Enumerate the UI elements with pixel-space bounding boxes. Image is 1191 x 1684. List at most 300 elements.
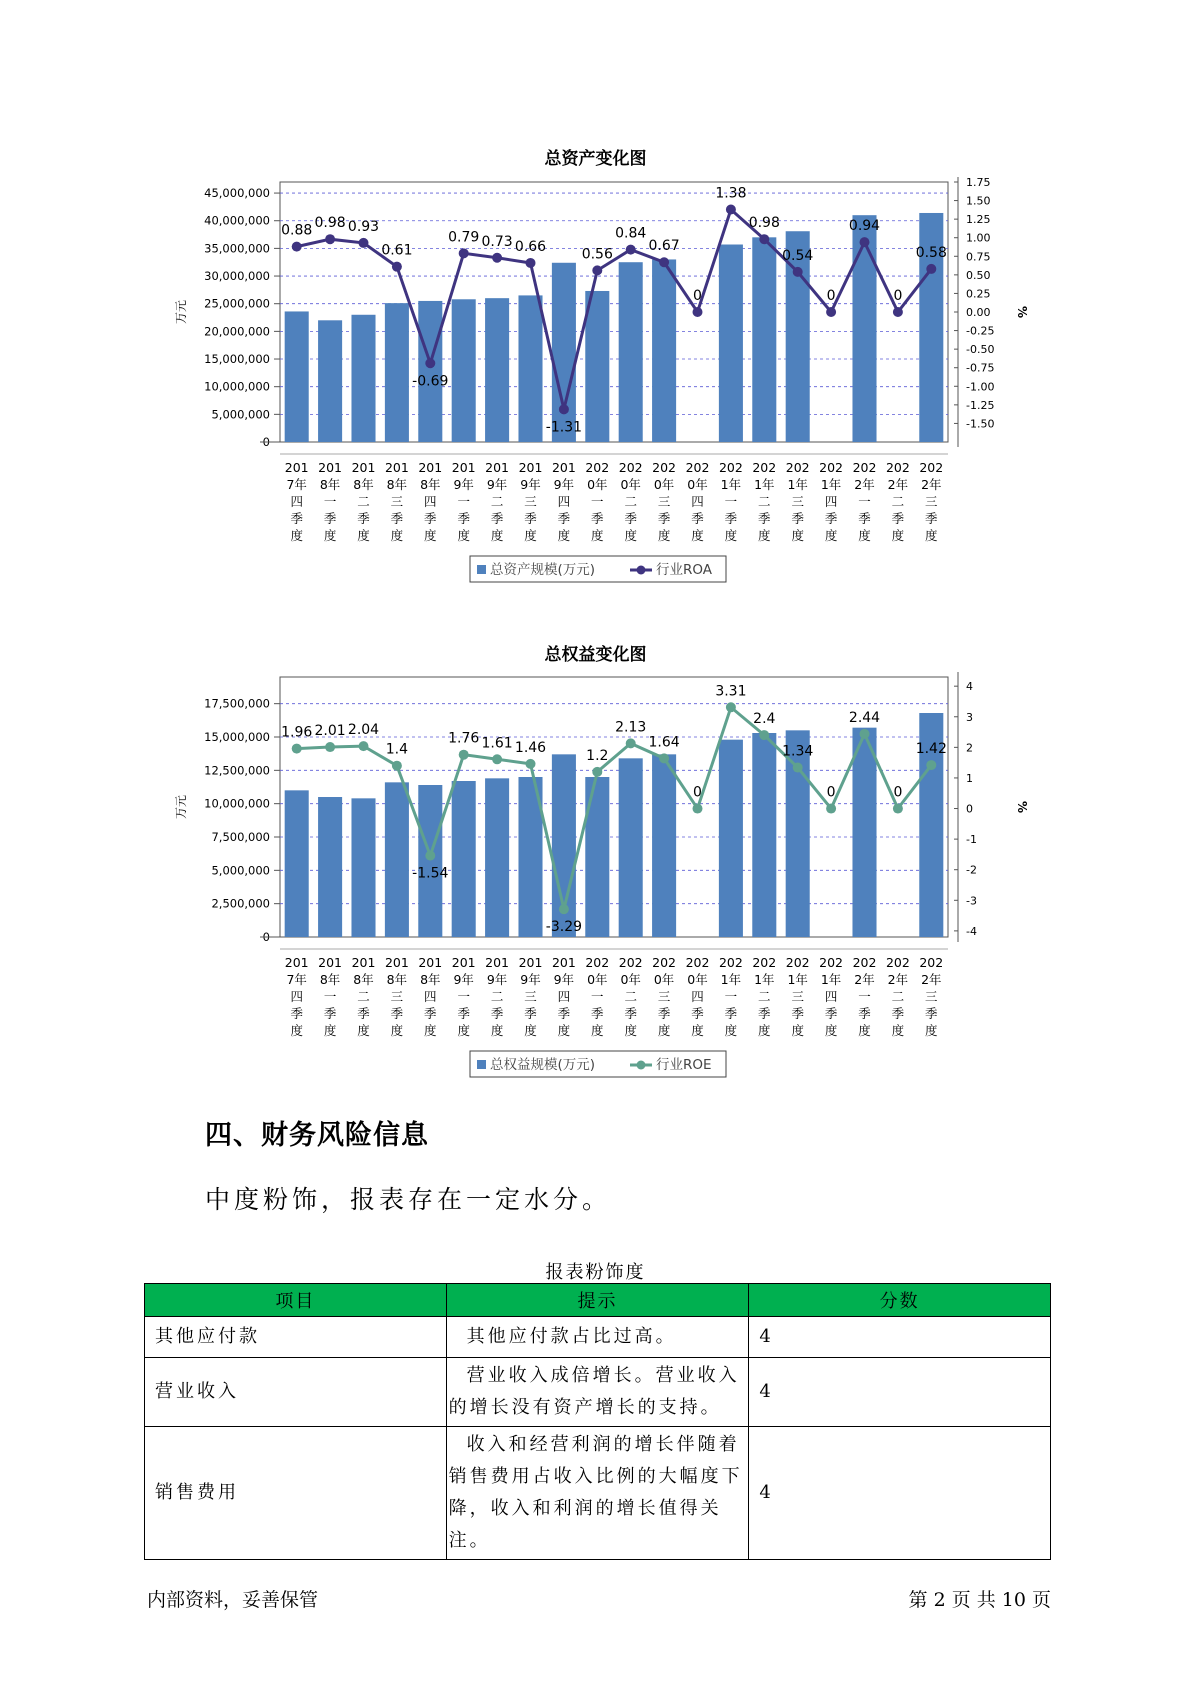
page-number: 第 2 页 共 10 页: [908, 1589, 1051, 1611]
x-tick-label: 9年: [486, 972, 508, 987]
x-tick-label: 201: [485, 955, 510, 970]
x-tick-label: 201: [518, 460, 543, 475]
x-tick-label: 季: [691, 511, 704, 526]
total-equity-chart: [0, 665, 1191, 1085]
data-label: 0: [826, 784, 836, 801]
x-tick-label: 202: [885, 460, 910, 475]
x-tick-label: 二: [891, 989, 905, 1004]
x-tick-label: 三: [390, 494, 404, 509]
ratio-point: [893, 307, 903, 317]
x-tick-label: 度: [290, 1023, 303, 1038]
x-tick-label: 度: [858, 528, 871, 543]
x-tick-label: 1年: [754, 972, 775, 987]
x-tick-label: 度: [891, 528, 905, 543]
y-tick-label: 35,000,000: [204, 241, 270, 256]
ratio-point: [759, 730, 769, 740]
x-tick-label: 季: [390, 1006, 404, 1021]
chart-title-total-assets: 总资产变化图: [544, 149, 647, 169]
y-tick-label: 12,500,000: [204, 763, 270, 778]
x-tick-label: 202: [618, 460, 643, 475]
bar: [719, 740, 743, 937]
x-tick-label: 季: [758, 511, 771, 526]
x-tick-label: 季: [925, 511, 938, 526]
data-label: 1.96: [281, 724, 313, 741]
x-tick-label: 一: [724, 494, 738, 509]
x-tick-label: 三: [925, 494, 938, 509]
x-tick-label: 201: [284, 955, 309, 970]
x-tick-label: 度: [357, 1023, 370, 1038]
x-tick-label: 一: [858, 494, 871, 509]
data-label: 0.54: [782, 247, 814, 264]
x-tick-label: 季: [357, 511, 370, 526]
bar: [752, 237, 776, 442]
x-tick-label: 201: [518, 955, 543, 970]
x-tick-label: 季: [557, 511, 571, 526]
x-tick-label: 二: [357, 989, 370, 1004]
y-tick-label: 5,000,000: [211, 863, 270, 878]
x-tick-label: 季: [490, 1006, 504, 1021]
bar: [285, 311, 309, 442]
x-tick-label: 季: [891, 511, 905, 526]
x-tick-label: 2年: [854, 972, 875, 987]
y-tick-label: 10,000,000: [204, 379, 270, 394]
y-tick-label: 25,000,000: [204, 296, 270, 311]
plot-area: [280, 182, 948, 442]
y2-tick-label: -4: [966, 924, 977, 938]
legend-bar-label: 总资产规模(万元): [490, 562, 596, 578]
bar: [852, 215, 876, 442]
ratio-point: [626, 245, 636, 255]
x-tick-label: 8年: [353, 972, 374, 987]
x-tick-label: 度: [457, 1023, 470, 1038]
table-row: [145, 1427, 1051, 1560]
x-tick-label: 201: [318, 460, 343, 475]
x-tick-label: 季: [591, 511, 604, 526]
x-tick-label: 度: [791, 528, 804, 543]
ratio-point: [292, 242, 302, 252]
x-tick-label: 季: [724, 1006, 738, 1021]
x-tick-label: 度: [357, 528, 370, 543]
x-tick-label: 度: [691, 528, 704, 543]
data-label: 0.58: [915, 244, 947, 261]
data-label: 2.4: [753, 711, 776, 728]
y-axis-label: 万元: [174, 794, 188, 820]
x-tick-label: 一: [591, 494, 604, 509]
x-tick-label: 季: [490, 511, 504, 526]
footer-note: 内部资料，妥善保管: [147, 1589, 319, 1611]
bar: [652, 754, 676, 937]
data-label: 0.84: [615, 225, 647, 242]
data-label: 2.04: [347, 722, 380, 739]
ratio-point: [759, 234, 769, 244]
y2-tick-label: -1.50: [966, 417, 995, 431]
ratio-point: [592, 767, 602, 777]
ratio-point: [826, 804, 836, 814]
x-tick-label: 201: [384, 955, 409, 970]
x-tick-label: 季: [758, 1006, 771, 1021]
x-tick-label: 度: [424, 528, 437, 543]
x-tick-label: 2年: [921, 972, 942, 987]
x-tick-label: 度: [624, 1023, 637, 1038]
x-tick-label: 1年: [720, 477, 742, 492]
legend-bar-label: 总权益规模(万元): [490, 1057, 596, 1073]
x-tick-label: 二: [490, 494, 504, 509]
row-item: 销售费用: [145, 1427, 447, 1560]
x-tick-label: 季: [858, 511, 871, 526]
bar: [318, 320, 342, 442]
x-tick-label: 一: [858, 989, 871, 1004]
row-item: 其他应付款: [145, 1317, 447, 1358]
bar: [485, 298, 509, 442]
legend-line-marker: [637, 566, 646, 575]
x-tick-label: 一: [323, 989, 337, 1004]
bar: [619, 758, 643, 937]
x-tick-label: 度: [824, 528, 838, 543]
x-tick-label: 7年: [286, 972, 307, 987]
x-tick-label: 202: [685, 460, 710, 475]
y-tick-label: 2,500,000: [211, 896, 270, 911]
x-tick-label: 度: [657, 1023, 671, 1038]
x-tick-label: 202: [752, 460, 777, 475]
x-tick-label: 2年: [854, 477, 875, 492]
x-tick-label: 季: [925, 1006, 938, 1021]
x-tick-label: 度: [557, 1023, 571, 1038]
x-tick-label: 度: [591, 528, 604, 543]
x-tick-label: 度: [758, 1023, 771, 1038]
x-tick-label: 度: [724, 528, 738, 543]
bar: [418, 301, 442, 442]
ratio-point: [392, 262, 402, 272]
legend-line-marker: [637, 1061, 646, 1070]
ratio-point: [926, 264, 936, 274]
x-tick-label: 度: [657, 528, 671, 543]
x-tick-label: 0年: [587, 477, 608, 492]
x-tick-label: 201: [418, 460, 443, 475]
x-tick-label: 季: [424, 1006, 437, 1021]
y2-axis-label: %: [1015, 305, 1029, 319]
x-tick-label: 202: [919, 460, 944, 475]
ratio-point: [425, 851, 435, 861]
x-tick-label: 201: [318, 955, 343, 970]
x-tick-label: 1年: [787, 972, 808, 987]
x-tick-label: 9年: [520, 972, 541, 987]
x-tick-label: 三: [791, 989, 804, 1004]
x-tick-label: 1年: [787, 477, 808, 492]
y-tick-label: 30,000,000: [204, 269, 270, 284]
x-tick-label: 季: [390, 511, 404, 526]
table-header-row: [145, 1284, 1051, 1317]
ratio-point: [826, 307, 836, 317]
y2-tick-label: 4: [966, 680, 973, 694]
x-tick-label: 季: [724, 511, 738, 526]
x-tick-label: 季: [891, 1006, 905, 1021]
ratio-point: [693, 804, 703, 814]
x-tick-label: 度: [791, 1023, 804, 1038]
x-tick-label: 202: [718, 955, 743, 970]
x-tick-label: 9年: [553, 477, 575, 492]
y-tick-label: 15,000,000: [204, 730, 270, 744]
header-score: 分数: [749, 1284, 1051, 1317]
y2-tick-label: -0.75: [966, 361, 995, 375]
x-tick-label: 度: [591, 1023, 604, 1038]
data-label: 1.42: [915, 741, 947, 758]
ratio-point: [492, 253, 502, 263]
ratio-point: [726, 204, 736, 214]
ratio-point: [860, 729, 870, 739]
ratio-point: [592, 265, 602, 275]
x-tick-label: 度: [524, 1023, 537, 1038]
x-tick-label: 201: [485, 460, 510, 475]
x-tick-label: 四: [824, 989, 838, 1004]
x-tick-label: 四: [424, 989, 437, 1004]
x-tick-label: 度: [925, 528, 938, 543]
x-tick-label: 四: [691, 989, 704, 1004]
y2-tick-label: 0.75: [966, 250, 991, 264]
x-tick-label: 2年: [921, 477, 942, 492]
y2-tick-label: 1.00: [966, 231, 991, 245]
data-label: 0.73: [481, 233, 513, 250]
x-tick-label: 8年: [319, 972, 341, 987]
x-tick-label: 季: [791, 1006, 804, 1021]
x-tick-label: 二: [624, 494, 637, 509]
x-tick-label: 一: [591, 989, 604, 1004]
x-tick-label: 202: [785, 460, 810, 475]
x-tick-label: 四: [691, 494, 704, 509]
y2-tick-label: 1: [966, 771, 973, 785]
row-hint: 收入和经营利润的增长伴随着销售费用占收入比例的大幅度下降，收入和利润的增长值得关注。: [446, 1427, 749, 1560]
y-tick-label: 7,500,000: [211, 830, 270, 844]
x-tick-label: 度: [323, 1023, 337, 1038]
bar: [518, 295, 542, 442]
data-label: 1.4: [385, 741, 409, 758]
x-tick-label: 季: [624, 511, 637, 526]
ratio-point: [559, 904, 569, 914]
x-tick-label: 0年: [653, 972, 675, 987]
x-tick-label: 2年: [887, 972, 909, 987]
y2-tick-label: -2: [966, 863, 977, 877]
x-tick-label: 度: [891, 1023, 905, 1038]
x-tick-label: 度: [457, 528, 470, 543]
y2-tick-label: 3: [966, 710, 973, 724]
ratio-point: [526, 258, 536, 268]
x-tick-label: 8年: [386, 477, 408, 492]
x-tick-label: 度: [624, 528, 637, 543]
row-score: 4: [749, 1317, 1051, 1358]
data-label: 0.79: [448, 229, 480, 246]
y2-tick-label: 2: [966, 741, 973, 755]
x-tick-label: 度: [724, 1023, 738, 1038]
y2-tick-label: -1.25: [966, 398, 995, 412]
x-tick-label: 202: [652, 460, 677, 475]
x-tick-label: 0年: [687, 972, 708, 987]
x-tick-label: 202: [618, 955, 643, 970]
x-tick-label: 度: [323, 528, 337, 543]
data-label: 1.64: [648, 734, 680, 751]
x-tick-label: 季: [424, 511, 437, 526]
x-tick-label: 三: [390, 989, 404, 1004]
ratio-point: [659, 753, 669, 763]
data-label: 1.34: [782, 743, 814, 760]
x-tick-label: 202: [852, 955, 877, 970]
data-label: 0.98: [314, 215, 346, 232]
y2-tick-label: 0.25: [966, 287, 991, 301]
x-tick-label: 202: [819, 955, 844, 970]
x-tick-label: 度: [524, 528, 537, 543]
y-tick-label: 15,000,000: [204, 352, 270, 367]
x-tick-label: 季: [591, 1006, 604, 1021]
ratio-point: [425, 358, 435, 368]
data-label: 2.01: [314, 723, 346, 740]
x-tick-label: 202: [685, 955, 710, 970]
data-label: 1.38: [715, 185, 747, 202]
ratio-point: [793, 763, 803, 773]
bar: [452, 781, 476, 937]
x-tick-label: 0年: [687, 477, 708, 492]
x-tick-label: 201: [351, 460, 376, 475]
data-label: 0: [693, 288, 702, 304]
x-tick-label: 四: [824, 494, 838, 509]
section-body: 中度粉饰，报表存在一定水分。: [205, 1185, 612, 1214]
x-tick-label: 0年: [587, 972, 608, 987]
data-label: 2.13: [615, 719, 647, 736]
y-tick-label: 45,000,000: [204, 186, 270, 201]
x-tick-label: 201: [351, 955, 376, 970]
x-tick-label: 0年: [620, 972, 641, 987]
y2-tick-label: -1.00: [966, 380, 995, 394]
y2-tick-label: 1.75: [966, 176, 991, 189]
y2-tick-label: -3: [966, 894, 977, 908]
x-tick-label: 8年: [420, 972, 441, 987]
y2-tick-label: -0.25: [966, 324, 995, 338]
data-label: 3.31: [715, 683, 747, 700]
x-tick-label: 度: [424, 1023, 437, 1038]
x-tick-label: 一: [724, 989, 738, 1004]
y-tick-label: 5,000,000: [211, 407, 270, 422]
data-label: -3.29: [545, 919, 583, 936]
data-label: 1.76: [448, 730, 480, 747]
ratio-point: [926, 760, 936, 770]
x-tick-label: 1年: [820, 972, 842, 987]
x-tick-label: 季: [691, 1006, 704, 1021]
x-tick-label: 二: [758, 989, 771, 1004]
y2-tick-label: -0.50: [966, 343, 995, 357]
x-tick-label: 201: [384, 460, 409, 475]
x-tick-label: 202: [718, 460, 743, 475]
bar: [418, 785, 442, 937]
x-tick-label: 度: [490, 528, 504, 543]
x-tick-label: 0年: [653, 477, 675, 492]
y-tick-label: 17,500,000: [204, 696, 270, 711]
row-score: 4: [749, 1358, 1051, 1427]
x-tick-label: 一: [457, 989, 470, 1004]
x-tick-label: 202: [819, 460, 844, 475]
x-tick-label: 季: [290, 1006, 303, 1021]
ratio-point: [626, 738, 636, 748]
y2-tick-label: 1.50: [966, 194, 991, 208]
ratio-point: [359, 741, 369, 751]
data-label: 0: [693, 784, 702, 801]
chart-title-total-equity: 总权益变化图: [544, 645, 647, 665]
x-tick-label: 201: [451, 955, 476, 970]
data-label: 0: [893, 288, 903, 304]
x-tick-label: 1年: [820, 477, 842, 492]
data-label: 0.88: [281, 222, 313, 239]
x-tick-label: 202: [585, 460, 610, 475]
bar: [351, 315, 375, 442]
bar: [652, 259, 676, 442]
ratio-point: [459, 248, 469, 258]
x-tick-label: 2年: [887, 477, 909, 492]
bar: [585, 291, 609, 442]
bar: [552, 263, 576, 442]
table-caption: 报表粉饰度: [545, 1262, 646, 1283]
ratio-point: [893, 804, 903, 814]
x-tick-label: 度: [824, 1023, 838, 1038]
x-tick-label: 季: [858, 1006, 871, 1021]
section-heading: 四、财务风险信息: [205, 1120, 429, 1151]
x-tick-label: 度: [691, 1023, 704, 1038]
x-tick-label: 一: [457, 494, 470, 509]
x-tick-label: 季: [657, 1006, 671, 1021]
x-tick-label: 季: [524, 511, 537, 526]
data-label: 0.61: [381, 242, 413, 259]
x-tick-label: 度: [390, 528, 404, 543]
x-tick-label: 度: [758, 528, 771, 543]
legend-bar-swatch: [477, 565, 486, 574]
bar: [752, 733, 776, 937]
ratio-point: [492, 754, 502, 764]
x-tick-label: 202: [852, 460, 877, 475]
x-tick-label: 季: [290, 511, 303, 526]
ratio-point: [793, 267, 803, 277]
bar: [285, 790, 309, 937]
legend-bar-swatch: [477, 1060, 486, 1069]
ratio-point: [726, 702, 736, 712]
x-tick-label: 三: [791, 494, 804, 509]
x-tick-label: 7年: [286, 477, 307, 492]
data-label: 0.56: [581, 246, 613, 263]
x-tick-label: 三: [524, 494, 537, 509]
header-item: 项目: [145, 1284, 447, 1317]
x-tick-label: 202: [885, 955, 910, 970]
x-tick-label: 季: [457, 511, 470, 526]
x-tick-label: 四: [557, 494, 571, 509]
x-tick-label: 9年: [453, 477, 474, 492]
x-tick-label: 二: [490, 989, 504, 1004]
data-label: 1.2: [586, 747, 609, 764]
x-tick-label: 一: [323, 494, 337, 509]
ratio-point: [459, 750, 469, 760]
y-tick-label: 10,000,000: [204, 796, 270, 811]
x-tick-label: 季: [824, 1006, 838, 1021]
bar: [351, 798, 375, 937]
x-tick-label: 四: [424, 494, 437, 509]
bar: [385, 303, 409, 442]
bar: [452, 299, 476, 442]
bar: [719, 245, 743, 442]
y2-tick-label: 1.25: [966, 213, 991, 227]
ratio-point: [325, 742, 335, 752]
x-tick-label: 度: [390, 1023, 404, 1038]
x-tick-label: 季: [557, 1006, 571, 1021]
y-tick-label: 0: [262, 435, 270, 449]
y-axis-label: 万元: [174, 299, 188, 325]
plot-area: [280, 677, 948, 937]
x-tick-label: 9年: [520, 477, 541, 492]
ratio-point: [693, 307, 703, 317]
x-tick-label: 8年: [420, 477, 441, 492]
header-hint: 提示: [446, 1284, 749, 1317]
